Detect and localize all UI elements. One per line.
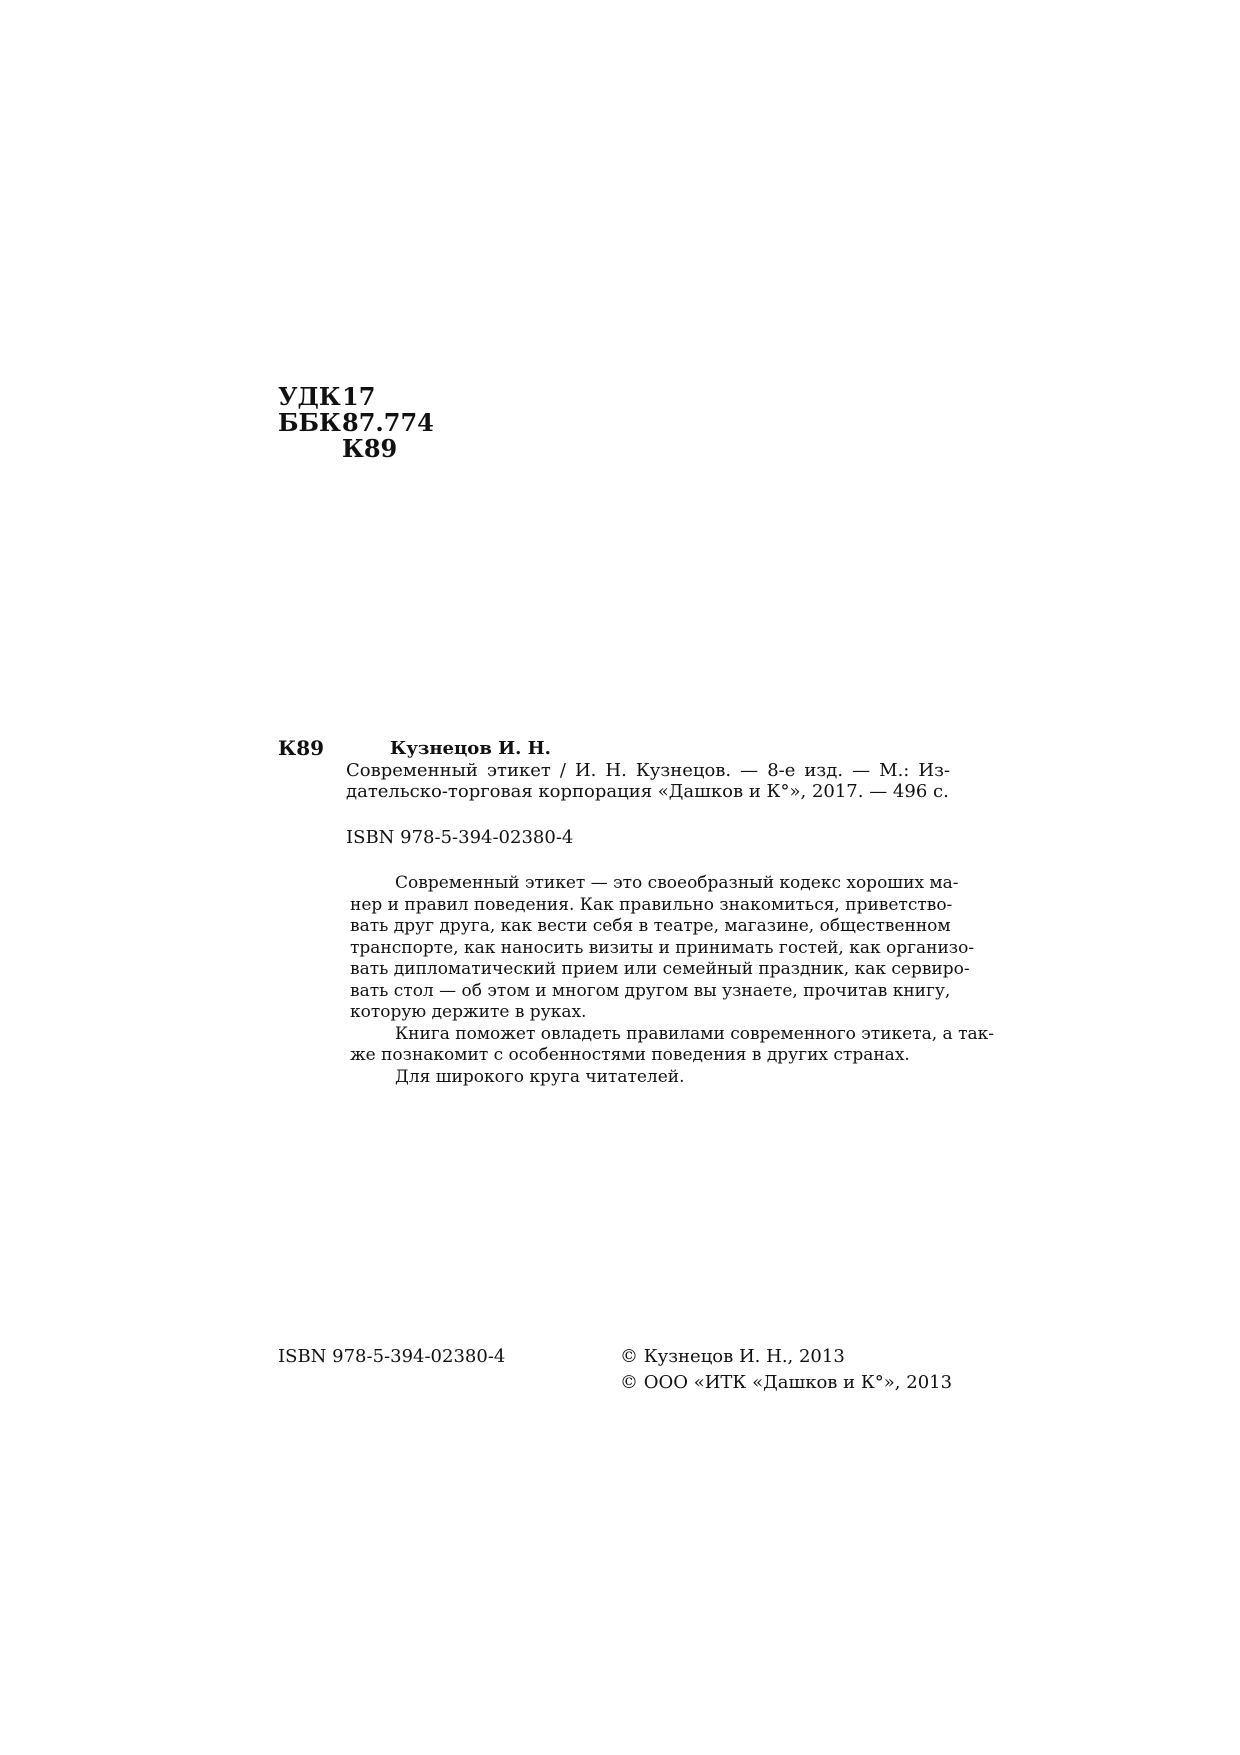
bbk-label: ББК: [278, 408, 341, 437]
annotation-paragraph-3: [350, 1067, 956, 1089]
annotation-paragraph-2: [350, 1023, 995, 1067]
record-author-heading: Кузнецов И. Н.: [390, 738, 551, 759]
record-description: [346, 760, 950, 802]
annotation-paragraph-1: [350, 873, 975, 1024]
udk-label: УДК: [278, 382, 341, 411]
bbk-value: 87.774: [342, 408, 434, 437]
udk-value: 17: [342, 382, 376, 411]
annotation: [350, 873, 995, 1088]
annotation-line: Современный этикет — это своеобразный кодекс хороших ма-: [395, 873, 959, 893]
annotation-line: вать друг друга, как вести себя в театре, магазине, общественном: [350, 916, 951, 936]
annotation-line: нер и правил поведения. Как правильно знакомиться, приветство-: [350, 894, 953, 915]
record-description-line: дательско-торговая корпорация «Дашков и К°», 2017. — 496 с.: [346, 781, 949, 802]
footer-copyright-publisher: © ООО «ИТК «Дашков и К°», 2013: [620, 1372, 953, 1393]
footer-isbn: ISBN 978-5-394-02380-4: [278, 1346, 506, 1367]
record-description-line: Современный этикет / И. Н. Кузнецов. — 8-е изд. — М.: Из-: [346, 760, 950, 781]
annotation-line: вать дипломатический прием или семейный праздник, как сервиро-: [350, 959, 970, 979]
annotation-line: которую держите в руках.: [350, 1002, 587, 1022]
record-author-mark: К89: [278, 736, 325, 760]
author-mark: К89: [342, 434, 398, 463]
annotation-line: же познакомит с особенностями поведения в других странах.: [350, 1045, 910, 1065]
footer-copyright-author: © Кузнецов И. Н., 2013: [620, 1346, 845, 1367]
classification-block: [278, 384, 478, 464]
annotation-line: Для широкого круга читателей.: [395, 1066, 685, 1087]
annotation-line: вать стол — об этом и многом другом вы узнаете, прочитав книгу,: [350, 980, 951, 1001]
annotation-line: Книга поможет овладеть правилами современного этикета, а так-: [395, 1023, 995, 1044]
annotation-line: транспорте, как наносить визиты и принимать гостей, как организо-: [350, 937, 975, 958]
record-isbn: ISBN 978-5-394-02380-4: [346, 827, 574, 848]
